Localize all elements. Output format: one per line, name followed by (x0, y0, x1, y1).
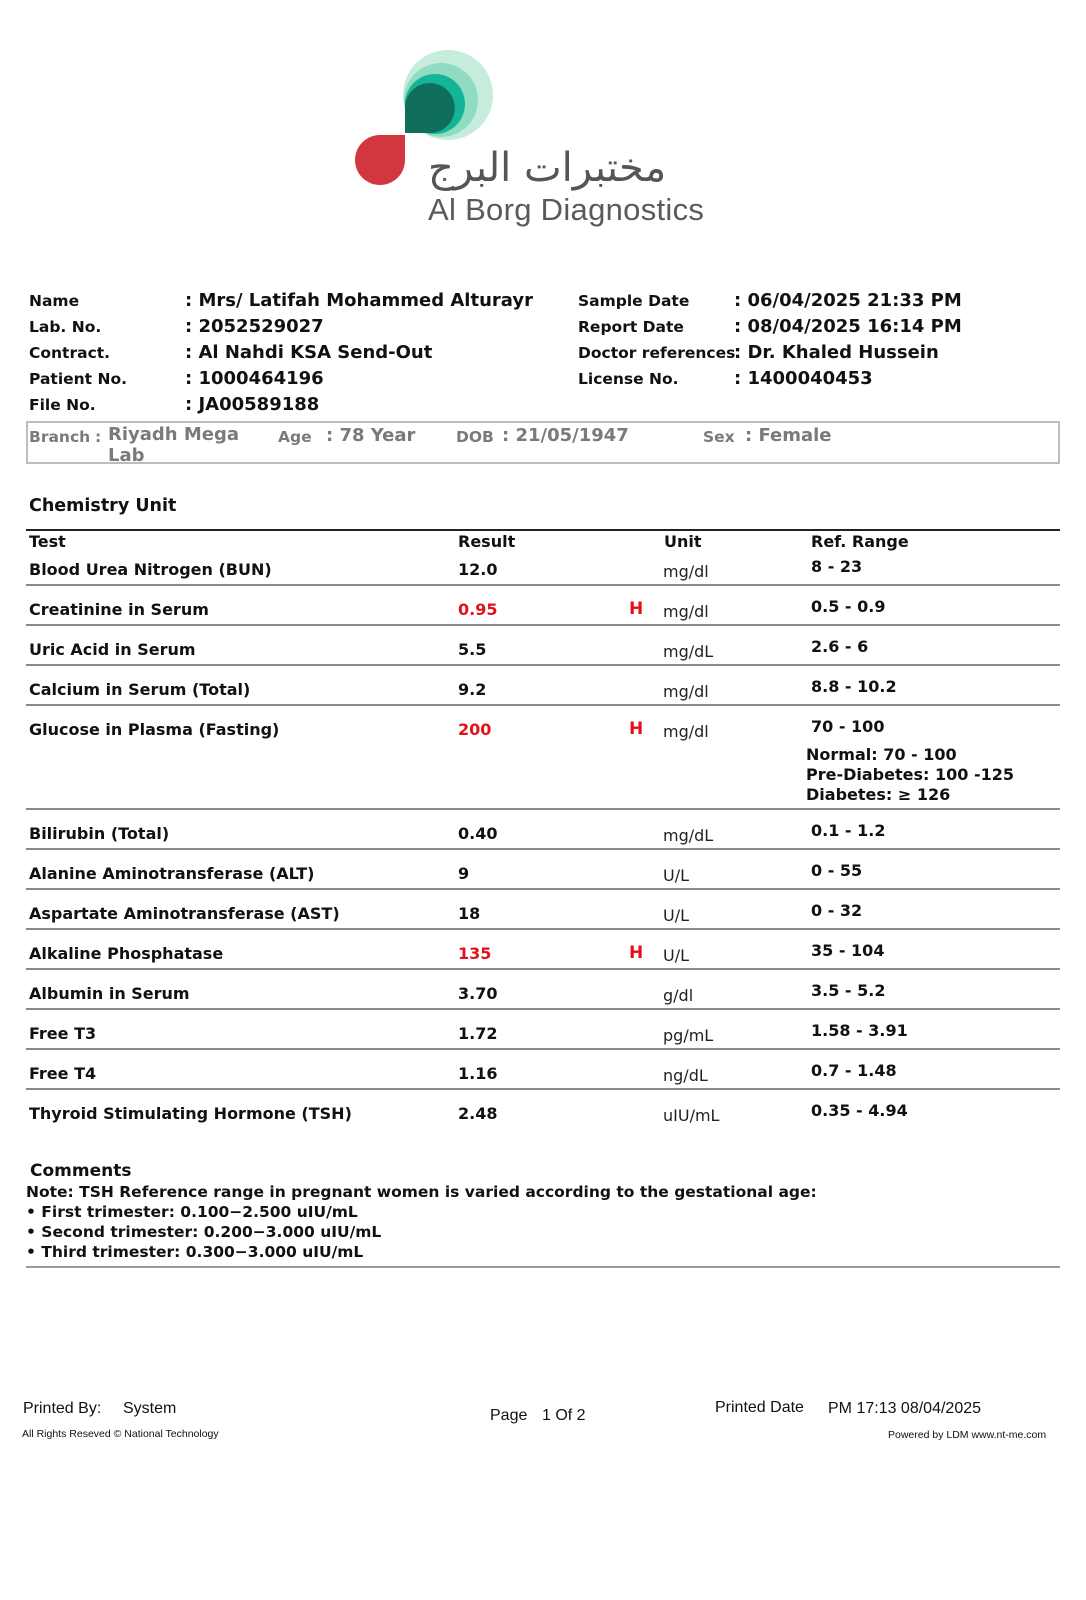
row-divider (26, 624, 1060, 626)
reference-range: 0.5 - 0.9 (811, 597, 886, 616)
printed-by-label: Printed By: (23, 1400, 102, 1417)
powered-by-text: Powered by LDM www.nt-me.com (888, 1429, 1047, 1441)
test-unit: mg/dL (663, 826, 714, 845)
branch-label: Branch (29, 428, 91, 446)
high-flag: H (629, 599, 644, 619)
header-range: Ref. Range (811, 532, 909, 551)
reference-range: 1.58 - 3.91 (811, 1021, 908, 1040)
brand-name-english: Al Borg Diagnostics (428, 192, 705, 227)
test-name: Free T3 (29, 1024, 97, 1043)
test-unit: uIU/mL (663, 1106, 720, 1125)
file-no-label: File No. (29, 396, 96, 414)
page-label: Page (490, 1407, 528, 1424)
table-row (26, 1059, 1060, 1099)
reference-range: 70 - 100 (811, 717, 885, 736)
test-unit: U/L (663, 866, 690, 885)
test-name: Aspartate Aminotransferase (AST) (29, 904, 340, 923)
reference-range: 0 - 32 (811, 901, 863, 920)
row-divider (26, 928, 1060, 930)
test-unit: g/dl (663, 986, 694, 1005)
dob-label: DOB (456, 428, 494, 446)
test-name: Glucose in Plasma (Fasting) (29, 720, 280, 739)
test-result: 12.0 (458, 560, 498, 579)
reference-range: 8 - 23 (811, 557, 863, 576)
test-name: Creatinine in Serum (29, 600, 209, 619)
comment-third-trimester: • Third trimester: 0.300−3.000 uIU/mL (26, 1243, 364, 1261)
reference-range: 0 - 55 (811, 861, 863, 880)
row-divider (26, 1008, 1060, 1010)
sample-date-value: : 06/04/2025 21:33 PM (734, 290, 962, 311)
test-name: Alkaline Phosphatase (29, 944, 224, 963)
header-unit: Unit (664, 532, 702, 551)
comments-title: Comments (30, 1161, 132, 1181)
test-unit: ng/dL (663, 1066, 708, 1085)
table-row (26, 899, 1060, 939)
test-result: 3.70 (458, 984, 498, 1003)
test-name: Blood Urea Nitrogen (BUN) (29, 560, 272, 579)
test-result: 1.16 (458, 1064, 498, 1083)
row-divider (26, 848, 1060, 850)
reference-range: 0.35 - 4.94 (811, 1101, 908, 1120)
test-name: Thyroid Stimulating Hormone (TSH) (29, 1104, 352, 1123)
file-no-value: : JA00589188 (185, 394, 320, 415)
table-top-rule (26, 529, 1060, 531)
contract-value: : Al Nahdi KSA Send-Out (185, 342, 433, 363)
age-label: Age (278, 428, 312, 446)
reference-note: Diabetes: ≥ 126 (806, 785, 951, 804)
test-unit: mg/dl (663, 682, 709, 701)
comments-divider (26, 1266, 1060, 1268)
table-row (26, 819, 1060, 859)
test-unit: U/L (663, 906, 690, 925)
row-divider (26, 1048, 1060, 1050)
name-label: Name (29, 292, 80, 310)
report-date-label: Report Date (578, 318, 684, 336)
test-unit: pg/mL (663, 1026, 714, 1045)
test-result: 0.95 (458, 600, 498, 619)
test-result: 135 (458, 944, 492, 963)
test-result: 2.48 (458, 1104, 498, 1123)
header-test: Test (29, 532, 66, 551)
contract-label: Contract. (29, 344, 111, 362)
reference-range: 3.5 - 5.2 (811, 981, 886, 1000)
test-unit: mg/dl (663, 722, 709, 741)
test-result: 5.5 (458, 640, 487, 659)
comment-note: Note: TSH Reference range in pregnant women is varied according to the gestational age: (26, 1183, 817, 1201)
row-divider (26, 808, 1060, 810)
row-divider (26, 704, 1060, 706)
header-result: Result (458, 532, 516, 551)
test-unit: mg/dL (663, 642, 714, 661)
test-result: 9 (458, 864, 470, 883)
name-value: : Mrs/ Latifah Mohammed Alturayr (185, 290, 533, 311)
test-name: Alanine Aminotransferase (ALT) (29, 864, 315, 883)
comment-second-trimester: • Second trimester: 0.200−3.000 uIU/mL (26, 1223, 382, 1241)
row-divider (26, 1088, 1060, 1090)
table-row (26, 635, 1060, 675)
printed-by-value: System (123, 1400, 177, 1417)
table-row (26, 715, 1060, 819)
report-date-value: : 08/04/2025 16:14 PM (734, 316, 962, 337)
table-row (26, 1099, 1060, 1139)
test-unit: mg/dl (663, 602, 709, 621)
branch-value-line2: Lab (108, 445, 145, 466)
age-value: : 78 Year (326, 425, 416, 446)
reference-note: Normal: 70 - 100 (806, 745, 957, 764)
doctor-label: Doctor references (578, 344, 736, 362)
printed-date-label: Printed Date (715, 1399, 804, 1416)
row-divider (26, 584, 1060, 586)
table-row (26, 555, 1060, 595)
test-name: Albumin in Serum (29, 984, 190, 1003)
table-row (26, 1019, 1060, 1059)
test-result: 18 (458, 904, 481, 923)
test-result: 200 (458, 720, 492, 739)
test-name: Bilirubin (Total) (29, 824, 170, 843)
sample-date-label: Sample Date (578, 292, 690, 310)
sex-label: Sex (703, 428, 735, 446)
row-divider (26, 888, 1060, 890)
lab-no-label: Lab. No. (29, 318, 102, 336)
brand-name-arabic: مختبرات البرج (428, 145, 667, 191)
license-label: License No. (578, 370, 679, 388)
patient-no-value: : 1000464196 (185, 368, 324, 389)
section-title: Chemistry Unit (29, 496, 177, 516)
reference-range: 2.6 - 6 (811, 637, 869, 656)
test-name: Calcium in Serum (Total) (29, 680, 251, 699)
lab-no-value: : 2052529027 (185, 316, 324, 337)
page-value: 1 Of 2 (542, 1407, 586, 1424)
test-result: 1.72 (458, 1024, 498, 1043)
reference-range: 8.8 - 10.2 (811, 677, 897, 696)
comment-first-trimester: • First trimester: 0.100−2.500 uIU/mL (26, 1203, 358, 1221)
test-name: Uric Acid in Serum (29, 640, 196, 659)
table-row (26, 939, 1060, 979)
reference-range: 0.7 - 1.48 (811, 1061, 897, 1080)
test-result: 0.40 (458, 824, 498, 843)
reference-note: Pre-Diabetes: 100 -125 (806, 765, 1014, 784)
reference-range: 35 - 104 (811, 941, 885, 960)
test-unit: mg/dl (663, 562, 709, 581)
doctor-value: : Dr. Khaled Hussein (734, 342, 939, 363)
test-unit: U/L (663, 946, 690, 965)
dob-value: : 21/05/1947 (502, 425, 629, 446)
sex-value: : Female (745, 425, 832, 446)
high-flag: H (629, 943, 644, 963)
license-value: : 1400040453 (734, 368, 873, 389)
row-divider (26, 664, 1060, 666)
table-row (26, 675, 1060, 715)
printed-date-value: PM 17:13 08/04/2025 (828, 1400, 982, 1417)
row-divider (26, 968, 1060, 970)
table-row (26, 979, 1060, 1019)
test-name: Free T4 (29, 1064, 97, 1083)
branch-separator: : (95, 428, 102, 446)
rights-text: All Rights Reseved © National Technology (22, 1428, 219, 1440)
reference-range: 0.1 - 1.2 (811, 821, 886, 840)
branch-value-line1: Riyadh Mega (108, 424, 240, 445)
high-flag: H (629, 719, 644, 739)
table-row (26, 859, 1060, 899)
patient-no-label: Patient No. (29, 370, 127, 388)
test-result: 9.2 (458, 680, 487, 699)
table-row (26, 595, 1060, 635)
